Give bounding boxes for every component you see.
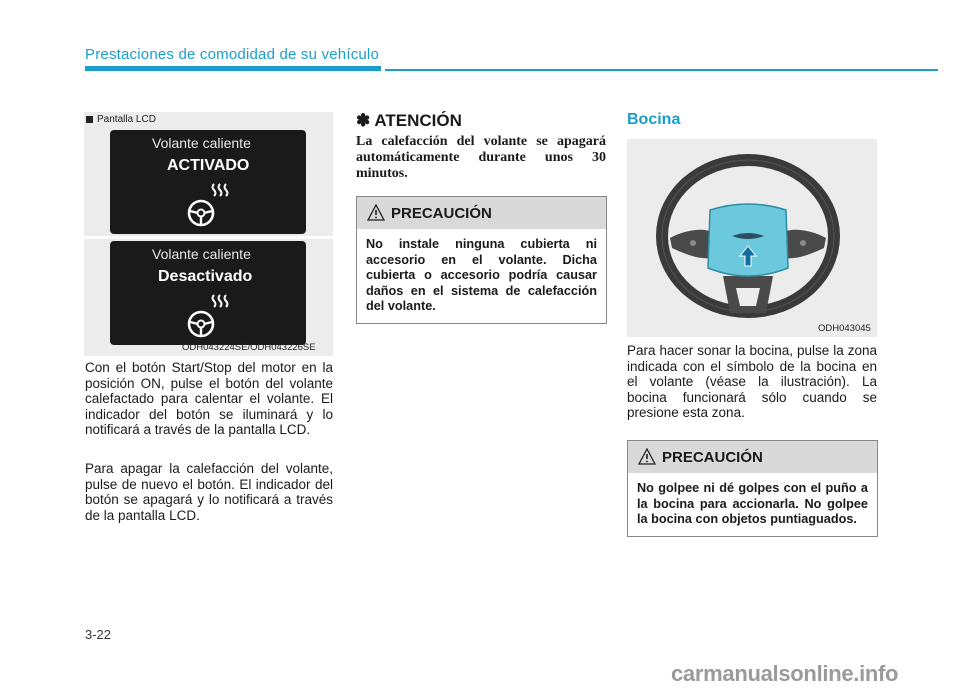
attention-title: ✽ ATENCIÓN xyxy=(356,111,462,130)
caution-text: No golpee ni dé golpes con el puño a la bocina para accionarla. No golpee la bocina con objetos puntiaguados. xyxy=(637,481,868,527)
warning-triangle-icon xyxy=(638,448,656,465)
warning-triangle-icon xyxy=(367,204,385,221)
caution-header xyxy=(357,197,606,229)
wheel-image-code: ODH043045 xyxy=(818,323,871,334)
lcd-panel-off xyxy=(110,241,306,345)
steering-wheel-illustration xyxy=(648,148,848,323)
caution-label: PRECAUCIÓN xyxy=(391,205,492,222)
caution-header xyxy=(628,441,877,473)
lcd-figure-caption xyxy=(86,114,156,125)
caution-text: No instale ninguna cubierta ni accesorio en el volante. Dicha cubierta o accesorio podría causar daños en el sistema de calefacción del volante. xyxy=(366,237,597,314)
square-bullet-icon xyxy=(86,116,93,123)
section-rule xyxy=(85,66,381,71)
lcd-panel-title: Volante caliente xyxy=(152,246,251,262)
heated-steering-wheel-icon xyxy=(186,293,232,339)
page-number: 3-22 xyxy=(85,627,112,642)
lcd-panel-on xyxy=(110,130,306,234)
right-paragraph: Para hacer sonar la bocina, pulse la zona indicada con el símbolo de la bocina en el volante (véase la ilustración). La bocina funcionará sólo cuando se presione esta zona. xyxy=(627,343,877,421)
bocina-title: Bocina xyxy=(627,111,681,128)
lcd-caption-text: Pantalla LCD xyxy=(97,114,156,125)
section-rule-thin xyxy=(385,69,938,71)
caution-label: PRECAUCIÓN xyxy=(662,449,763,466)
left-paragraph-1: Con el botón Start/Stop del motor en la posición ON, pulse el botón del volante calefactado para calentar el volante. El indicador del botón se iluminará y lo notificará a través de la pantalla LCD. xyxy=(85,360,333,438)
lcd-image-code: ODH043224SE/ODH043226SE xyxy=(182,342,316,353)
caution-box xyxy=(356,196,607,324)
watermark: carmanualsonline.info xyxy=(671,661,899,686)
caution-box-2 xyxy=(627,440,878,537)
heated-steering-wheel-icon xyxy=(186,182,232,228)
left-paragraph-2: Para apagar la calefacción del volante, pulse de nuevo el botón. El indicador del botón se apagará y lo notificará a través de la pantalla LCD. xyxy=(85,461,333,523)
lcd-panel-title: Volante caliente xyxy=(152,135,251,151)
lcd-panel-state: ACTIVADO xyxy=(167,157,250,174)
section-title: Prestaciones de comodidad de su vehículo xyxy=(85,46,380,63)
lcd-panel-state: Desactivado xyxy=(158,268,253,285)
lcd-divider xyxy=(84,236,333,239)
attention-text: La calefacción del volante se apagará automáticamente durante unos 30 minutos. xyxy=(356,134,606,181)
